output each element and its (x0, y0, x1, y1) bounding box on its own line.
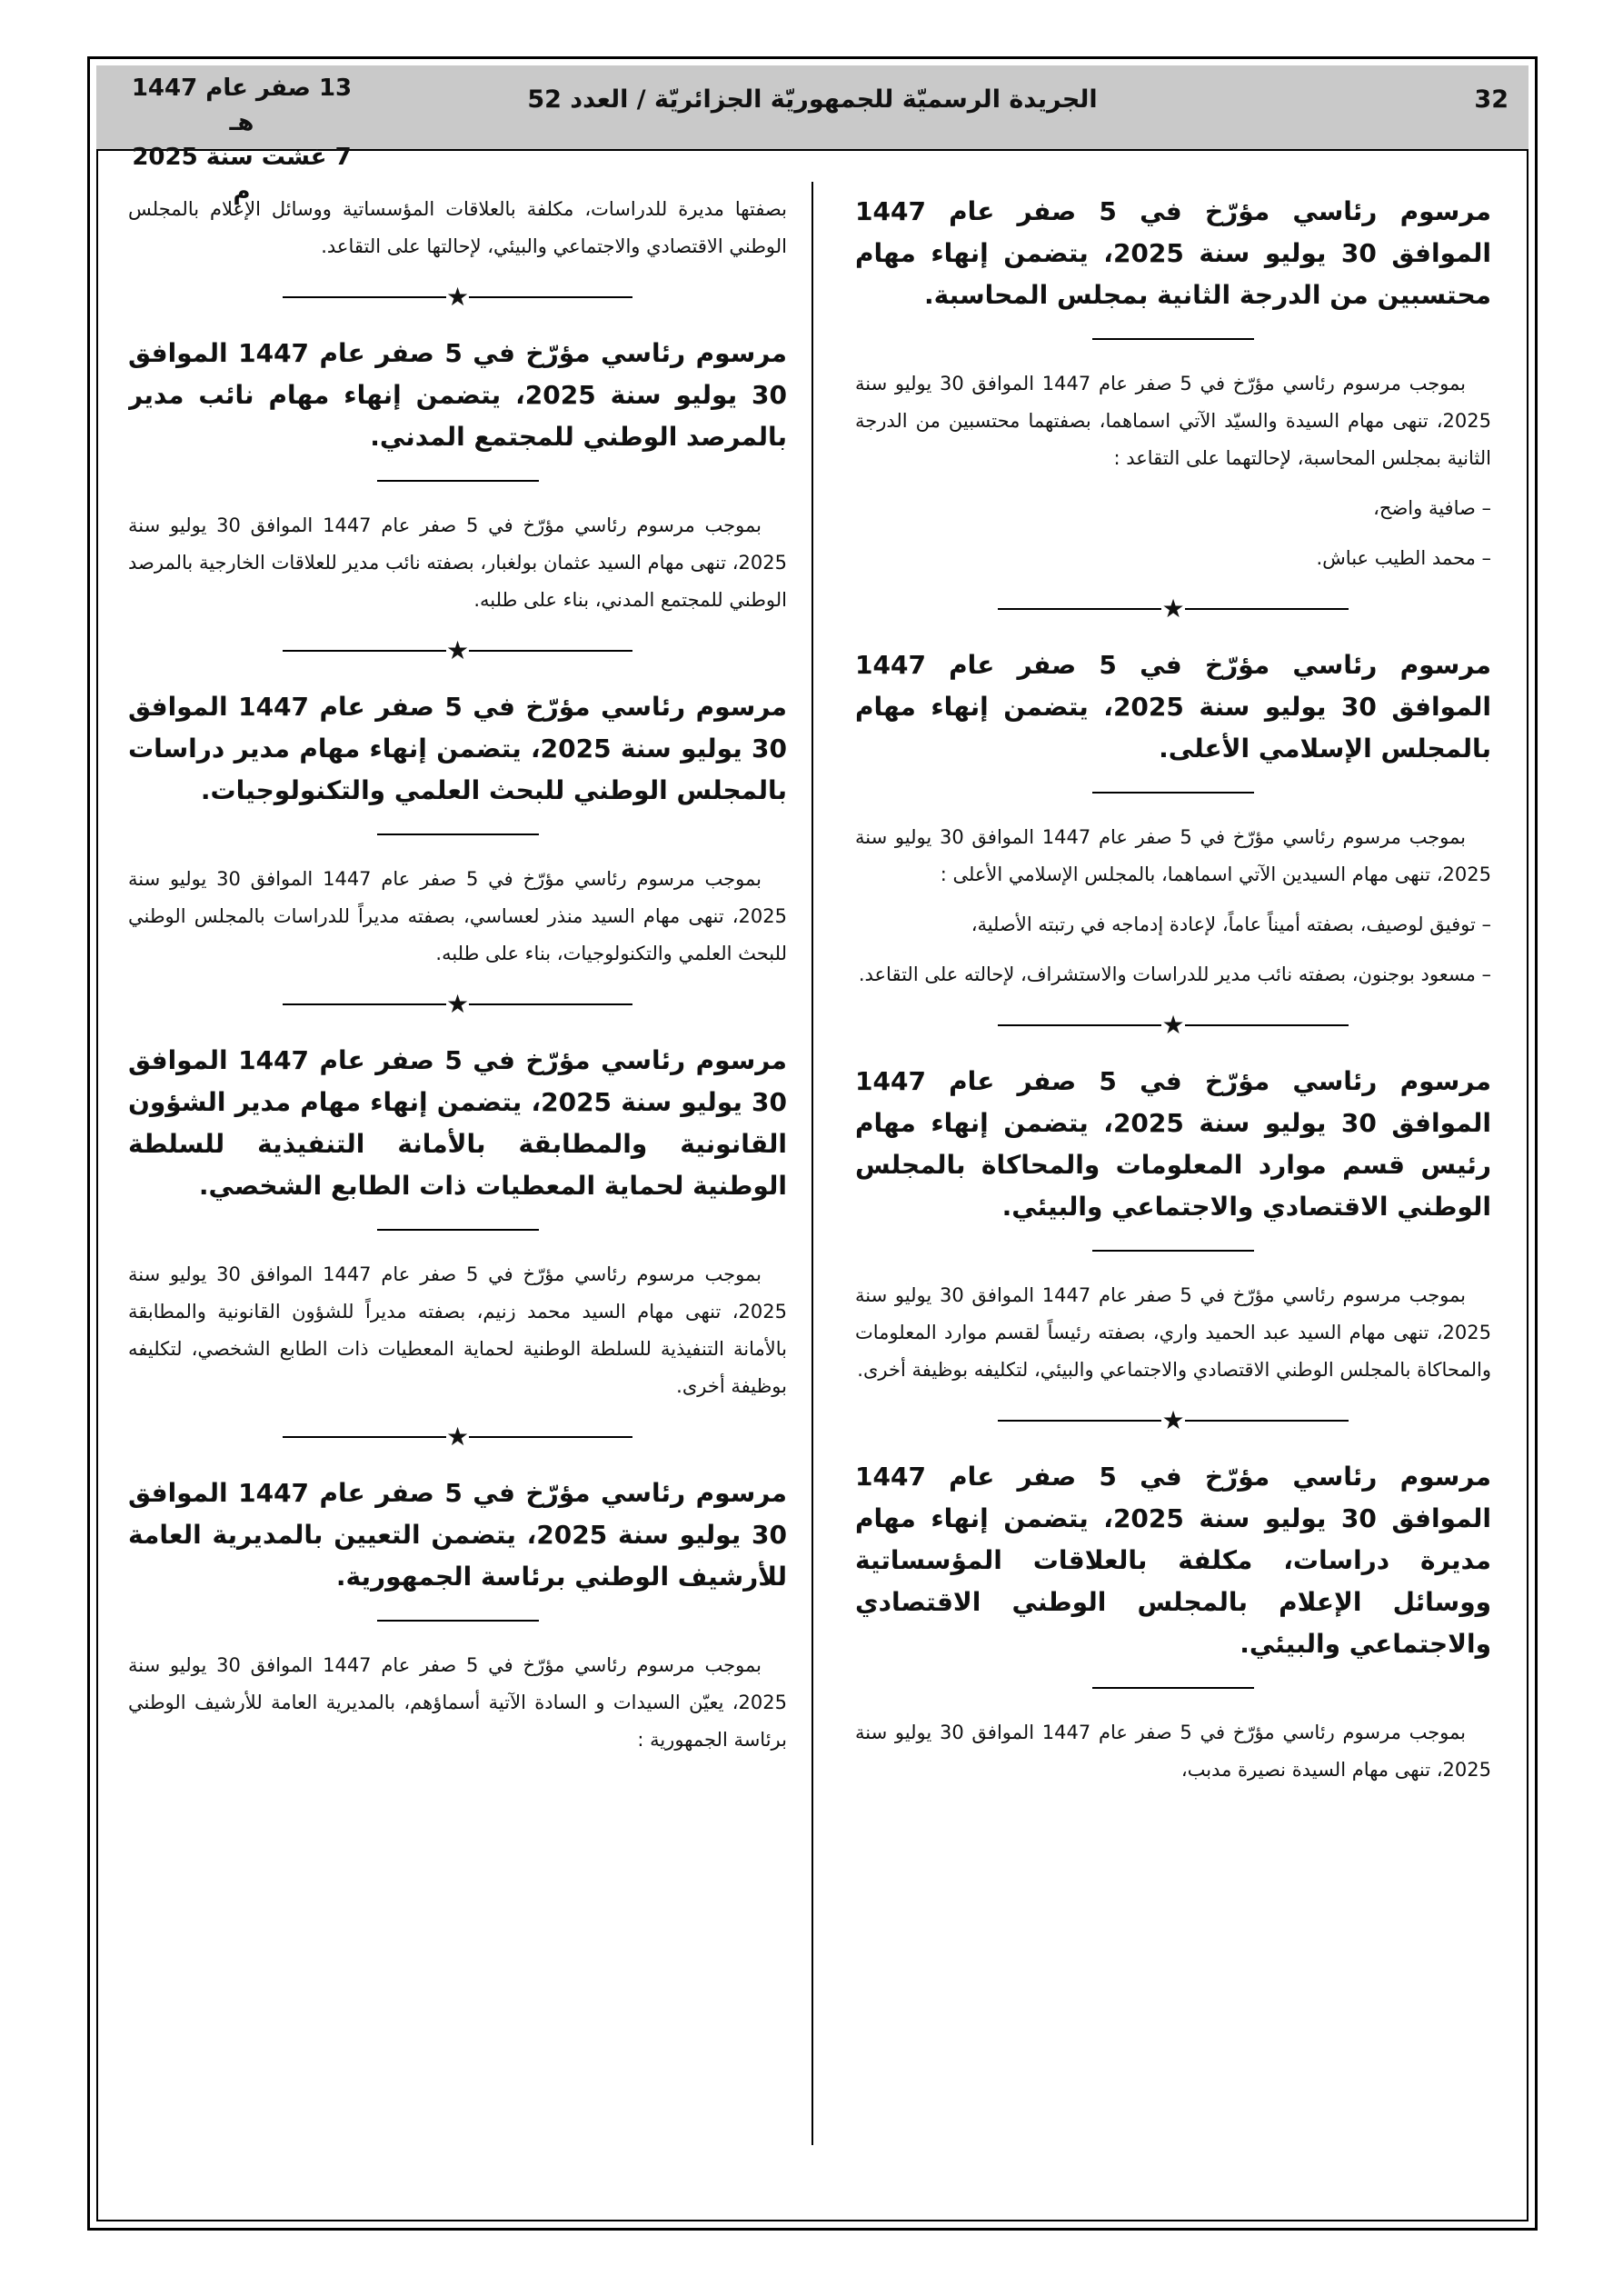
decree-body: بموجب مرسوم رئاسي مؤرّخ في 5 صفر عام 1447 الموافق 30 يوليو سنة 2025، تنهى مهام السيدين الآتي اسماهما، بالمجلس الإسلامي الأعلى : (855, 826, 1491, 885)
title-rule (1092, 338, 1254, 340)
title-rule (1092, 1250, 1254, 1252)
star-separator (855, 1012, 1491, 1039)
decree-body: بموجب مرسوم رئاسي مؤرّخ في 5 صفر عام 1447 الموافق 30 يوليو سنة 2025، تنهى مهام السيد عبد الحميد واري، بصفته رئيساً لقسم موارد المعلومات والمحاكاة بالمجلس الوطني الاقتصادي والاجتماعي والبيئي، لتكليفه بوظيفة أخرى. (855, 1284, 1491, 1381)
star-icon: ★ (1161, 594, 1185, 624)
right-column (855, 191, 1491, 2196)
title-rule (377, 1229, 539, 1231)
decree-body: بموجب مرسوم رئاسي مؤرّخ في 5 صفر عام 1447 الموافق 30 يوليو سنة 2025، تنهى مهام السيد عثمان بولغبار، بصفته نائب مدير للعلاقات الخارجية بالمرصد الوطني للمجتمع المدني، بناء على طلبه. (128, 514, 787, 611)
decree-title: مرسوم رئاسي مؤرّخ في 5 صفر عام 1447 الموافق 30 يوليو سنة 2025، يتضمن إنهاء مهام مديرة دراسات، مكلفة بالعلاقات المؤسساتية ووسائل الإعلام بالمجلس الوطني الاقتصادي والاجتماعي والبيئي. (855, 1462, 1491, 1659)
star-icon: ★ (445, 989, 470, 1019)
decree-title: مرسوم رئاسي مؤرّخ في 5 صفر عام 1447 الموافق 30 يوليو سنة 2025، يتضمن إنهاء مهام رئيس قسم موارد المعلومات والمحاكاة بالمجلس الوطني الاقتصادي والاجتماعي والبيئي. (855, 1066, 1491, 1222)
page-header (96, 65, 1528, 205)
star-separator (128, 637, 787, 664)
star-icon: ★ (1161, 1010, 1185, 1040)
decree-1 (855, 191, 1491, 577)
column-divider (812, 182, 813, 2145)
star-icon: ★ (1161, 1405, 1185, 1435)
decree-title: مرسوم رئاسي مؤرّخ في 5 صفر عام 1447 الموافق 30 يوليو سنة 2025، يتضمن إنهاء مهام بالمجلس الإسلامي الأعلى. (855, 650, 1491, 764)
title-rule (377, 480, 539, 482)
page-number: 32 (1474, 85, 1508, 114)
decree-title: مرسوم رئاسي مؤرّخ في 5 صفر عام 1447 الموافق 30 يوليو سنة 2025، يتضمن إنهاء مهام نائب مدير بالمرصد الوطني للمجتمع المدني. (128, 338, 787, 452)
list-item: – صافية واضح، (1373, 497, 1491, 519)
title-rule (377, 834, 539, 835)
journal-title: الجريدة الرسميّة للجمهوريّة الجزائريّة / العدد 52 (527, 85, 1098, 114)
decree-body: بموجب مرسوم رئاسي مؤرّخ في 5 صفر عام 1447 الموافق 30 يوليو سنة 2025، يعيّن السيدات و السادة الآتية أسماؤهم، بالمديرية العامة للأرشيف الوطني برئاسة الجمهورية : (128, 1654, 787, 1751)
list-item: – توفيق لوصيف، بصفته أميناً عاماً، لإعادة إدماجه في رتبته الأصلية، (971, 913, 1491, 935)
star-icon: ★ (445, 1422, 470, 1452)
star-separator (855, 595, 1491, 623)
star-icon: ★ (445, 282, 470, 312)
decree-4 (855, 1456, 1491, 1789)
decree-title: مرسوم رئاسي مؤرّخ في 5 صفر عام 1447 الموافق 30 يوليو سنة 2025، يتضمن إنهاء مهام مدير الشؤون القانونية والمطابقة بالأمانة التنفيذية للسلطة الوطنية لحماية المعطيات ذات الطابع الشخصي. (128, 1045, 787, 1201)
left-column (128, 191, 787, 2196)
continuation-text: بصفتها مديرة للدراسات، مكلفة بالعلاقات المؤسساتية ووسائل الإعلام بالمجلس الوطني الاقتصادي والاجتماعي والبيئي، لإحالتها على التقاعد. (128, 198, 787, 257)
star-separator (855, 1407, 1491, 1434)
title-rule (1092, 792, 1254, 794)
hijri-date: 13 صفر عام 1447 هـ (131, 75, 353, 136)
decree-5 (128, 333, 787, 619)
star-icon: ★ (445, 635, 470, 665)
list-item: – مسعود بوجنون، بصفته نائب مدير للدراسات والاستشراف، لإحالته على التقاعد. (858, 963, 1491, 985)
star-separator (128, 991, 787, 1018)
star-separator (128, 284, 787, 311)
decree-body: بموجب مرسوم رئاسي مؤرّخ في 5 صفر عام 1447 الموافق 30 يوليو سنة 2025، تنهى مهام السيد منذر لعساسي، بصفته مديراً للدراسات بالمجلس الوطني للبحث العلمي والتكنولوجيات، بناء على طلبه. (128, 868, 787, 964)
decree-title: مرسوم رئاسي مؤرّخ في 5 صفر عام 1447 الموافق 30 يوليو سنة 2025، يتضمن إنهاء مهام مدير دراسات بالمجلس الوطني للبحث العلمي والتكنولوجيات. (128, 692, 787, 805)
decree-body: بموجب مرسوم رئاسي مؤرّخ في 5 صفر عام 1447 الموافق 30 يوليو سنة 2025، تنهى مهام السيدة والسيّد الآتي اسماهما، بصفتهما محتسبين من الدرجة الثانية بمجلس المحاسبة، لإحالتهما على التقاعد : (855, 373, 1491, 469)
star-separator (128, 1423, 787, 1451)
list-item: – محمد الطيب عباش. (1316, 547, 1491, 569)
decree-3 (855, 1061, 1491, 1389)
decree-7 (128, 1040, 787, 1405)
decree-title: مرسوم رئاسي مؤرّخ في 5 صفر عام 1447 الموافق 30 يوليو سنة 2025، يتضمن التعيين بالمديرية العامة للأرشيف الوطني برئاسة الجمهورية. (128, 1478, 787, 1592)
gregorian-date: 7 غشت سنة 2025 م (132, 144, 352, 205)
decree-8 (128, 1472, 787, 1759)
decree-body: بموجب مرسوم رئاسي مؤرّخ في 5 صفر عام 1447 الموافق 30 يوليو سنة 2025، تنهى مهام السيد محمد زنيم، بصفته مديراً للشؤون القانونية والمطابقة بالأمانة التنفيذية للسلطة الوطنية لحماية المعطيات ذات الطابع الشخصي، لتكليفه بوظيفة أخرى. (128, 1263, 787, 1397)
decree-2 (855, 644, 1491, 993)
issue-date (124, 71, 360, 209)
title-rule (377, 1620, 539, 1622)
title-rule (1092, 1687, 1254, 1689)
decree-6 (128, 686, 787, 973)
decree-title: مرسوم رئاسي مؤرّخ في 5 صفر عام 1447 الموافق 30 يوليو سنة 2025، يتضمن إنهاء مهام محتسبين من الدرجة الثانية بمجلس المحاسبة. (855, 196, 1491, 310)
decree-body: بموجب مرسوم رئاسي مؤرّخ في 5 صفر عام 1447 الموافق 30 يوليو سنة 2025، تنهى مهام السيدة نصيرة مدبب، (855, 1722, 1491, 1781)
